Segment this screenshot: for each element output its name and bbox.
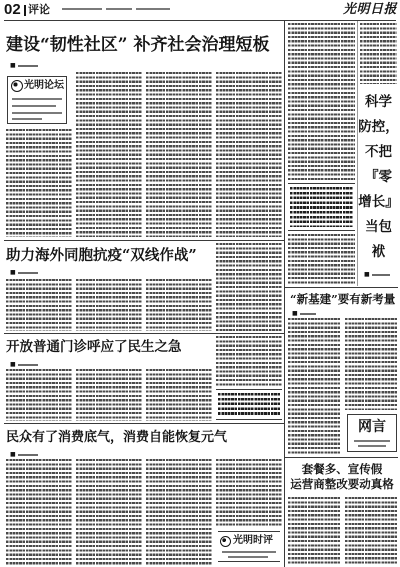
pull-quote <box>288 183 355 231</box>
forum-logo <box>7 76 67 124</box>
byline-mark: ■ <box>10 62 16 69</box>
article-byline <box>10 452 38 458</box>
forum-logo-subtext <box>12 105 56 107</box>
headline-line: 套餐多、宣传假 <box>301 462 383 476</box>
headline-line: 不把 <box>365 144 392 160</box>
masthead-logo: 光明日报 <box>343 2 398 17</box>
article-body-column <box>288 234 355 285</box>
article-body-column <box>76 279 142 331</box>
article-body-column <box>76 369 142 421</box>
article-body-column <box>6 369 72 421</box>
article-body-column <box>288 318 340 455</box>
article-body-column <box>6 459 72 565</box>
article-body-column <box>216 243 282 331</box>
header-rule <box>4 20 396 21</box>
forum-logo-subtext <box>12 118 42 120</box>
article-body-column <box>146 72 212 237</box>
byline-mark: ■ <box>292 310 298 317</box>
guangming-logo-icon <box>11 80 23 92</box>
article-body-column <box>6 279 72 331</box>
article-divider <box>285 287 398 288</box>
article-headline: 开放普通门诊呼应了民生之急 <box>6 339 182 355</box>
article-body-column <box>146 369 212 421</box>
article-body-column <box>146 279 212 331</box>
article-body-column <box>216 459 282 527</box>
article-headline: 建设“韧性社区” 补齐社会治理短板 <box>6 35 270 55</box>
article-byline <box>10 63 38 69</box>
header-info-text <box>106 8 132 10</box>
article-body-column <box>76 459 142 565</box>
header-info-text <box>136 8 170 10</box>
byline-author <box>18 364 38 367</box>
article-body-column <box>216 336 282 386</box>
headline-line: 运营商整改要动真格 <box>290 477 394 491</box>
byline-mark: ■ <box>10 361 16 368</box>
byline-author <box>18 65 38 68</box>
side-article-headline <box>286 462 398 492</box>
block-divider <box>284 21 285 567</box>
headline-line: 『零 <box>365 169 392 185</box>
section-title: 评论 <box>28 3 50 16</box>
byline-mark: ■ <box>364 271 370 278</box>
article-body-column <box>288 497 340 565</box>
online-comment-logo-subtext <box>354 440 390 442</box>
byline-mark: ■ <box>10 269 16 276</box>
forum-logo-subtext <box>12 112 62 114</box>
commentary-logo-subtext <box>222 551 276 553</box>
commentary-logo-title: 光明时评 <box>233 535 273 546</box>
article-body-column <box>216 72 282 237</box>
online-comment-logo-title: 网言 <box>358 419 386 435</box>
article-body-column <box>6 129 72 237</box>
article-byline <box>10 362 38 368</box>
forum-logo-subtext <box>12 98 62 100</box>
pull-quote <box>216 389 282 420</box>
online-comment-logo <box>347 414 397 452</box>
headline-line: 增长』 <box>358 194 399 210</box>
online-comment-logo-subtext <box>358 445 386 447</box>
headline-line: 袱 <box>371 244 386 260</box>
article-body-column <box>76 72 142 237</box>
article-headline: 助力海外同胞抗疫“双线作战” <box>6 247 197 264</box>
byline-author <box>300 313 316 316</box>
article-divider <box>4 423 284 424</box>
byline-author <box>18 272 38 275</box>
commentary-logo <box>218 531 280 562</box>
headline-line: 科学 <box>365 94 392 110</box>
article-divider <box>4 240 284 241</box>
side-article-headline <box>358 90 399 265</box>
byline-author <box>372 274 390 277</box>
article-body-column <box>345 318 397 410</box>
article-headline: 民众有了消费底气，消费自能恢复元气 <box>6 430 228 445</box>
article-body-column <box>345 497 397 565</box>
headline-line: 防控， <box>358 119 399 135</box>
article-body-column <box>146 459 212 565</box>
article-body-column <box>360 23 397 84</box>
commentary-logo-subtext <box>228 556 268 558</box>
pull-quote-text <box>290 187 353 227</box>
header-info-text <box>62 8 102 10</box>
forum-logo-title: 光明论坛 <box>24 80 64 91</box>
article-byline <box>292 311 316 317</box>
article-body-column <box>288 23 355 180</box>
article-byline <box>364 272 390 278</box>
pull-quote-text <box>218 393 280 416</box>
article-divider <box>285 457 398 458</box>
byline-mark: ■ <box>10 451 16 458</box>
page-number: 02 <box>4 1 21 18</box>
guangming-logo-icon <box>220 536 231 547</box>
article-divider <box>4 333 284 334</box>
headline-line: 当包 <box>365 219 392 235</box>
side-article-headline: “新基建”要有新考量 <box>290 292 396 306</box>
section-divider <box>24 5 26 16</box>
article-byline <box>10 270 38 276</box>
byline-author <box>18 454 38 457</box>
